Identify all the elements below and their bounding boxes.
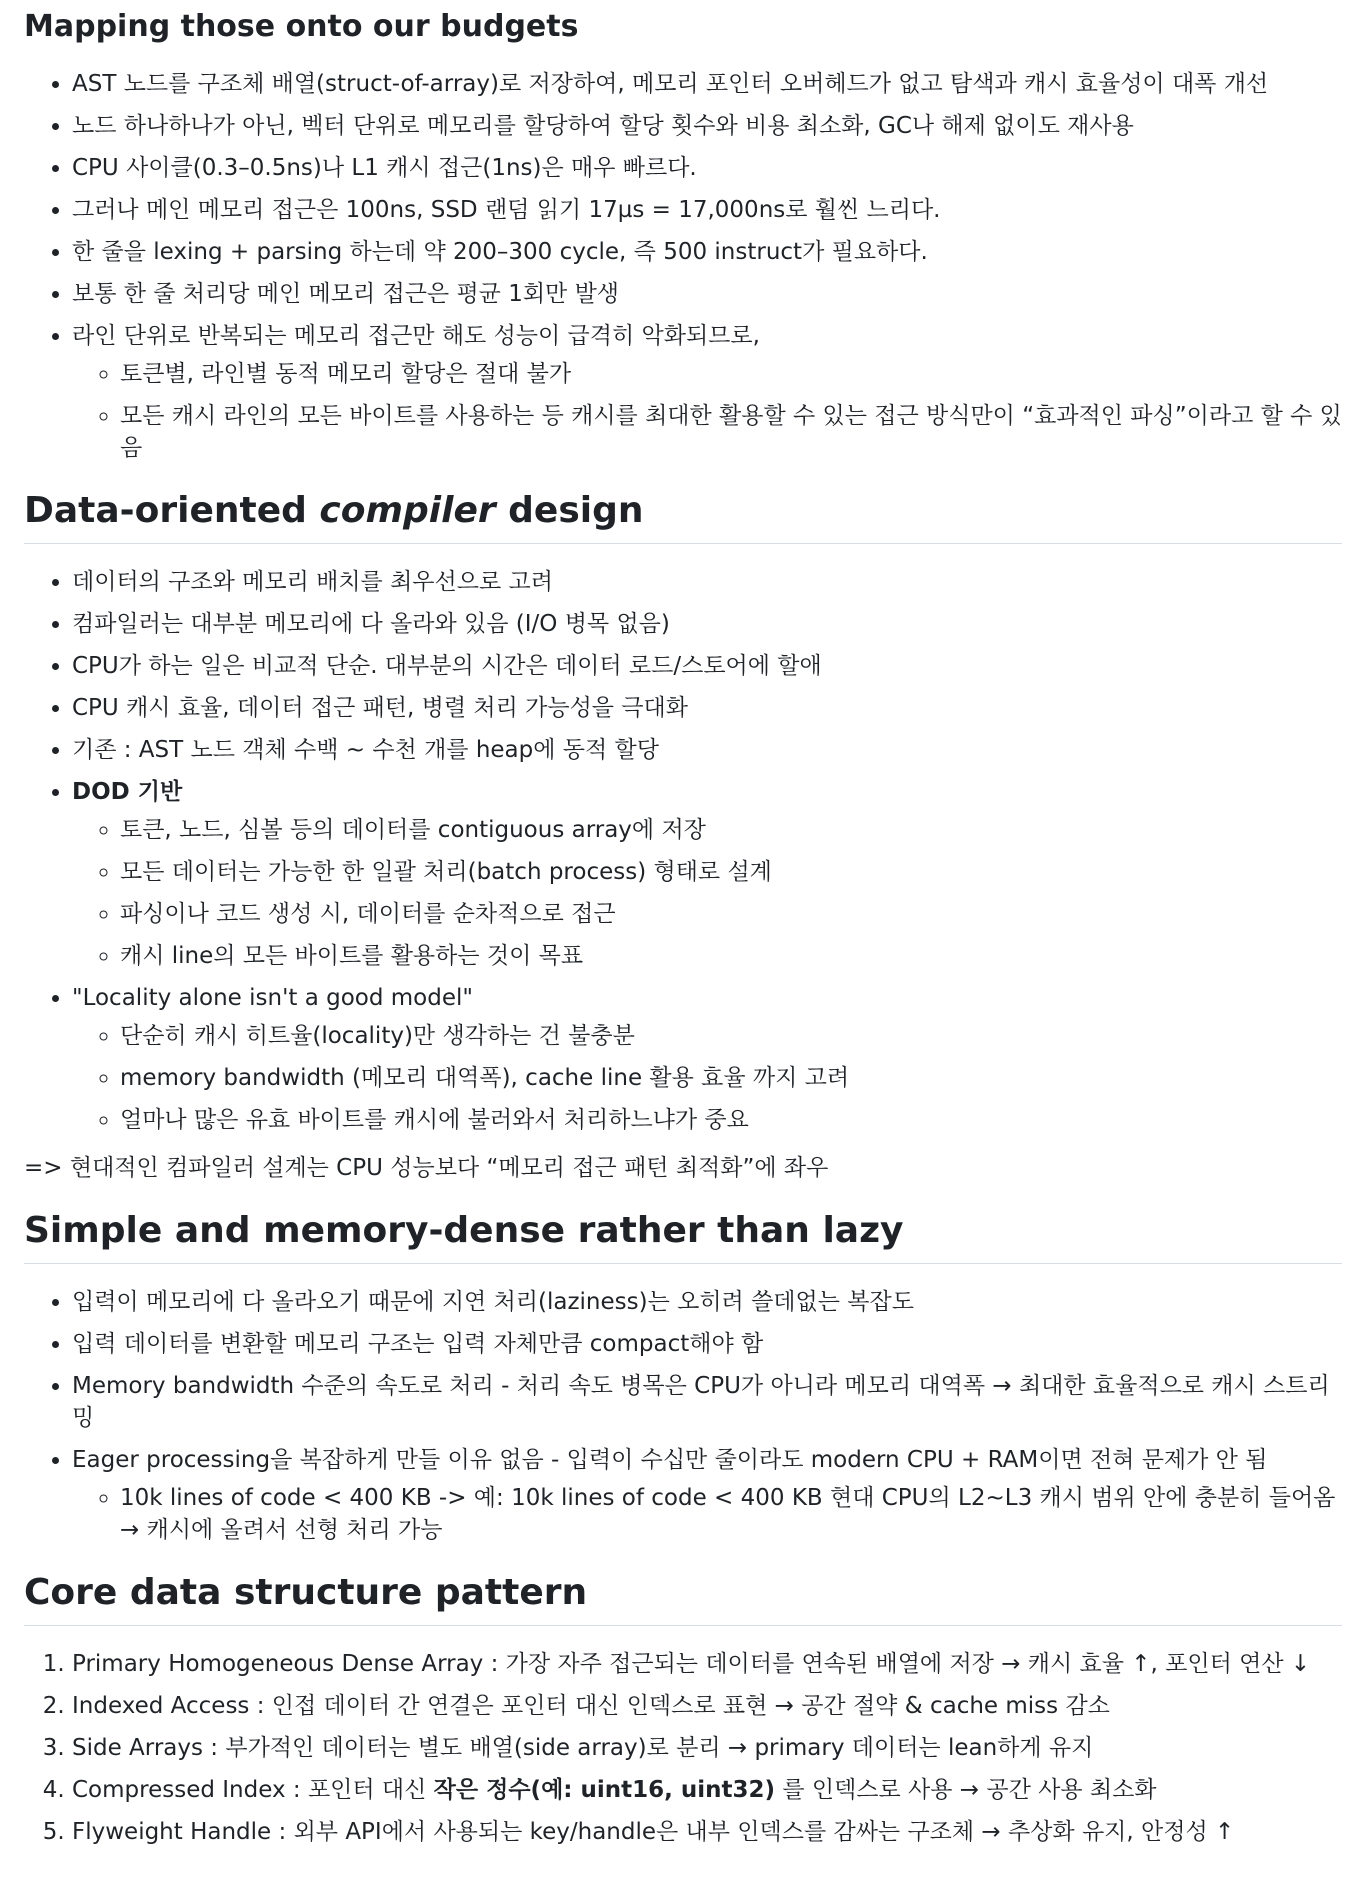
list-item: • 입력 데이터를 변환할 메모리 구조는 입력 자체만큼 compact해야 함 (72, 1328, 1342, 1360)
section-heading-budgets: Mapping those onto our budgets (24, 9, 579, 44)
nested-list-item: ◦ 토큰, 노드, 심볼 등의 데이터를 contiguous array에 저장 (120, 814, 1342, 846)
list-item (72, 320, 1342, 464)
dod-conclusion: => 현대적인 컴파일러 설계는 CPU 성능보다 “메모리 접근 패턴 최적화”에 좌우 (24, 1154, 829, 1181)
list-item (72, 776, 1342, 972)
core-pattern-list (24, 1648, 1342, 1848)
list-item (72, 982, 1342, 1136)
list-item: 2. Indexed Access : 인접 데이터 간 연결은 포인터 대신 인덱스로 표현 → 공간 절약 & cache miss 감소 (72, 1690, 1342, 1722)
list-item: • 보통 한 줄 처리당 메인 메모리 접근은 평균 1회만 발생 (72, 278, 1342, 310)
nested-list-item: ◦ 단순히 캐시 히트율(locality)만 생각하는 건 불충분 (120, 1020, 1342, 1052)
heading-emphasis: compiler (319, 489, 496, 531)
nested-list-item: ◦ 10k lines of code < 400 KB -> 예: 10k lines of code < 400 KB 현대 CPU의 L2~L3 캐시 범위 안에 충분히 들어옴 → 캐시에 올려서 선형 처리 가능 (120, 1482, 1342, 1546)
nested-list-item: ◦ memory bandwidth (메모리 대역폭), cache line 활용 효율 까지 고려 (120, 1062, 1342, 1094)
nested-list-item: ◦ 파싱이나 코드 생성 시, 데이터를 순차적으로 접근 (120, 898, 1342, 930)
nested-list (72, 358, 1342, 464)
memory-dense-list (24, 1286, 1342, 1546)
list-item: 5. Flyweight Handle : 외부 API에서 사용되는 key/handle은 내부 인덱스를 감싸는 구조체 → 추상화 유지, 안정성 ↑ (72, 1816, 1342, 1848)
list-item: • AST 노드를 구조체 배열(struct-of-array)로 저장하여, 메모리 포인터 오버헤드가 없고 탐색과 캐시 효율성이 대폭 개선 (72, 68, 1342, 100)
list-item: • 한 줄을 lexing + parsing 하는데 약 200–300 cycle, 즉 500 instruct가 필요하다. (72, 236, 1342, 268)
list-item: 4. Compressed Index : 포인터 대신 작은 정수(예: uint16, uint32) 를 인덱스로 사용 → 공간 사용 최소화 (72, 1774, 1342, 1806)
nested-list-item: ◦ 모든 데이터는 가능한 한 일괄 처리(batch process) 형태로 설계 (120, 856, 1342, 888)
list-item: • CPU 사이클(0.3–0.5ns)나 L1 캐시 접근(1ns)은 매우 빠르다. (72, 152, 1342, 184)
locality-label: "Locality alone isn't a good model" (72, 984, 473, 1011)
compressed-index-emphasis: 작은 정수(예: uint16, uint32) (433, 1776, 776, 1803)
list-item: • Memory bandwidth 수준의 속도로 처리 - 처리 속도 병목은 CPU가 아니라 메모리 대역폭 → 최대한 효율적으로 캐시 스트리밍 (72, 1370, 1342, 1434)
list-item: • 컴파일러는 대부분 메모리에 다 올라와 있음 (I/O 병목 없음) (72, 608, 1342, 640)
list-item: • CPU가 하는 일은 비교적 단순. 대부분의 시간은 데이터 로드/스토어에 할애 (72, 650, 1342, 682)
nested-list (72, 1020, 1342, 1136)
nested-list-item: ◦ 캐시 line의 모든 바이트를 활용하는 것이 목표 (120, 940, 1342, 972)
list-item: • 기존 : AST 노드 객체 수백 ~ 수천 개를 heap에 동적 할당 (72, 734, 1342, 766)
list-item: 1. Primary Homogeneous Dense Array : 가장 자주 접근되는 데이터를 연속된 배열에 저장 → 캐시 효율 ↑, 포인터 연산 ↓ (72, 1648, 1342, 1680)
list-item: • 데이터의 구조와 메모리 배치를 최우선으로 고려 (72, 566, 1342, 598)
list-item: 3. Side Arrays : 부가적인 데이터는 별도 배열(side array)로 분리 → primary 데이터는 lean하게 유지 (72, 1732, 1342, 1764)
list-item (72, 1444, 1342, 1546)
nested-list (72, 814, 1342, 972)
list-item: • 그러나 메인 메모리 접근은 100ns, SSD 랜덤 읽기 17µs = 17,000ns로 훨씬 느리다. (72, 194, 1342, 226)
list-item: • 노드 하나하나가 아닌, 벡터 단위로 메모리를 할당하여 할당 횟수와 비용 최소화, GC나 해제 없이도 재사용 (72, 110, 1342, 142)
list-item-text: Eager processing을 복잡하게 만들 이유 없음 - 입력이 수십만 줄이라도 modern CPU + RAM이면 전혀 문제가 안 됨 (72, 1446, 1268, 1473)
budgets-list (24, 68, 1342, 464)
nested-list-item: ◦ 얼마나 많은 유효 바이트를 캐시에 불러와서 처리하느냐가 중요 (120, 1104, 1342, 1136)
list-item: • 입력이 메모리에 다 올라오기 때문에 지연 처리(laziness)는 오히려 쓸데없는 복잡도 (72, 1286, 1342, 1318)
section-heading-dod: Data-oriented compiler design (24, 488, 1342, 544)
nested-list (72, 1482, 1342, 1546)
section-heading-core-pattern: Core data structure pattern (24, 1570, 1342, 1626)
dod-label: DOD 기반 (72, 778, 183, 805)
nested-list-item: ◦ 토큰별, 라인별 동적 메모리 할당은 절대 불가 (120, 358, 1342, 390)
dod-list (24, 566, 1342, 1136)
section-heading-memory-dense: Simple and memory-dense rather than lazy (24, 1208, 1342, 1264)
list-item: • CPU 캐시 효율, 데이터 접근 패턴, 병렬 처리 가능성을 극대화 (72, 692, 1342, 724)
list-item-text: 라인 단위로 반복되는 메모리 접근만 해도 성능이 급격히 악화되므로, (72, 322, 760, 349)
nested-list-item: ◦ 모든 캐시 라인의 모든 바이트를 사용하는 등 캐시를 최대한 활용할 수 있는 접근 방식만이 “효과적인 파싱”이라고 할 수 있음 (120, 400, 1342, 464)
